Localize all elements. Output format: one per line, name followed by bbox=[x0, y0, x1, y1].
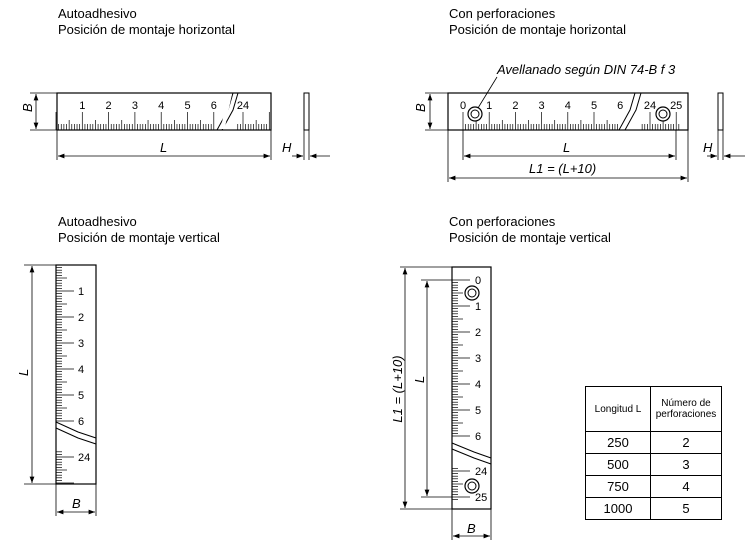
table-row: 750 4 bbox=[586, 476, 722, 498]
scale-number: 24 bbox=[475, 466, 488, 478]
ruler-numbers bbox=[78, 286, 90, 464]
ruler-numbers bbox=[460, 100, 682, 112]
ruler-numbers bbox=[79, 100, 249, 112]
scale-number: 6 bbox=[78, 416, 85, 428]
scale-number: 4 bbox=[158, 100, 165, 112]
scale-number: 2 bbox=[105, 100, 112, 112]
dimension-l-label: L bbox=[412, 375, 427, 383]
dimension-l1 bbox=[390, 267, 452, 509]
dimension-l1-label: L1 = (L+10) bbox=[390, 355, 405, 423]
dimension-b-label: B bbox=[467, 521, 476, 536]
scale-number: 5 bbox=[590, 100, 598, 112]
dimension-b-label: B bbox=[413, 103, 428, 112]
scale-number: 4 bbox=[475, 379, 482, 391]
dimension-l1-label: L1 = (L+10) bbox=[529, 161, 597, 176]
countersunk-hole bbox=[465, 286, 479, 300]
header-perforaciones: Número de perforaciones bbox=[651, 387, 722, 432]
caption-top-left: Autoadhesivo Posición de montaje horizontal bbox=[58, 6, 236, 37]
caption-bottom-right: Con perforaciones Posición de montaje vertical bbox=[449, 214, 611, 245]
ruler-ticks bbox=[452, 280, 470, 500]
countersunk-hole bbox=[656, 107, 670, 121]
ruler-numbers bbox=[475, 275, 487, 504]
scale-number: 3 bbox=[475, 353, 482, 365]
scale-number: 5 bbox=[184, 100, 191, 112]
scale-number: 6 bbox=[617, 100, 624, 112]
scale-number: 2 bbox=[475, 327, 482, 339]
dimension-h-label: H bbox=[703, 140, 713, 155]
ruler-ticks bbox=[56, 112, 269, 130]
scale-number: 5 bbox=[475, 405, 482, 417]
scale-number: 3 bbox=[78, 338, 85, 350]
dimension-b bbox=[56, 484, 96, 516]
side-view bbox=[282, 93, 330, 160]
scale-number: 0 bbox=[459, 100, 467, 112]
table-row: 1000 5 bbox=[586, 498, 722, 520]
scale-number: 3 bbox=[131, 100, 138, 112]
scale-number: 2 bbox=[512, 100, 519, 112]
scale-number: 6 bbox=[475, 431, 482, 443]
ruler-ticks bbox=[463, 112, 679, 130]
caption-bottom-left: Autoadhesivo Posición de montaje vertical bbox=[58, 214, 220, 245]
scale-number: 4 bbox=[564, 100, 571, 112]
ruler-ticks bbox=[56, 265, 74, 483]
scale-number: 24 bbox=[236, 100, 250, 112]
scale-number: 4 bbox=[78, 364, 85, 376]
dimension-l bbox=[57, 130, 271, 160]
dimension-b bbox=[452, 509, 491, 540]
dimension-l bbox=[463, 130, 676, 160]
scale-number: 24 bbox=[78, 452, 91, 464]
table-row: 250 2 bbox=[586, 432, 722, 454]
caption-top-right: Con perforaciones Posición de montaje horizontal bbox=[449, 6, 627, 37]
scale-number: 1 bbox=[79, 100, 86, 112]
scale-number: 0 bbox=[475, 275, 482, 287]
dimension-b bbox=[20, 93, 57, 130]
scale-number: 1 bbox=[475, 301, 482, 313]
dimension-l bbox=[16, 265, 56, 484]
scale-number: 5 bbox=[78, 390, 85, 402]
scale-number: 25 bbox=[670, 100, 683, 112]
dimension-l-label: L bbox=[16, 368, 31, 376]
scale-number: 25 bbox=[475, 492, 488, 504]
table-row: 500 3 bbox=[586, 454, 722, 476]
header-longitud: Longitud L bbox=[586, 387, 651, 432]
scale-number: 6 bbox=[210, 100, 217, 112]
dimension-l bbox=[412, 280, 452, 497]
countersunk-hole bbox=[465, 479, 479, 493]
dimension-b-label: B bbox=[20, 103, 35, 112]
spec-table bbox=[585, 386, 722, 520]
scale-number: 24 bbox=[643, 100, 657, 112]
dimension-b bbox=[413, 93, 448, 130]
countersink-label: Avellanado según DIN 74-B f 3 bbox=[497, 62, 676, 77]
scale-number: 2 bbox=[78, 312, 85, 324]
scale-number: 1 bbox=[78, 286, 85, 298]
dimension-b-label: B bbox=[72, 496, 81, 511]
dimension-l-label: L bbox=[563, 140, 571, 155]
scale-number: 3 bbox=[538, 100, 545, 112]
scale-number: 1 bbox=[486, 100, 493, 112]
side-view bbox=[703, 93, 745, 160]
countersunk-hole bbox=[468, 107, 482, 121]
dimension-h-label: H bbox=[282, 140, 292, 155]
dimension-l-label: L bbox=[160, 140, 168, 155]
